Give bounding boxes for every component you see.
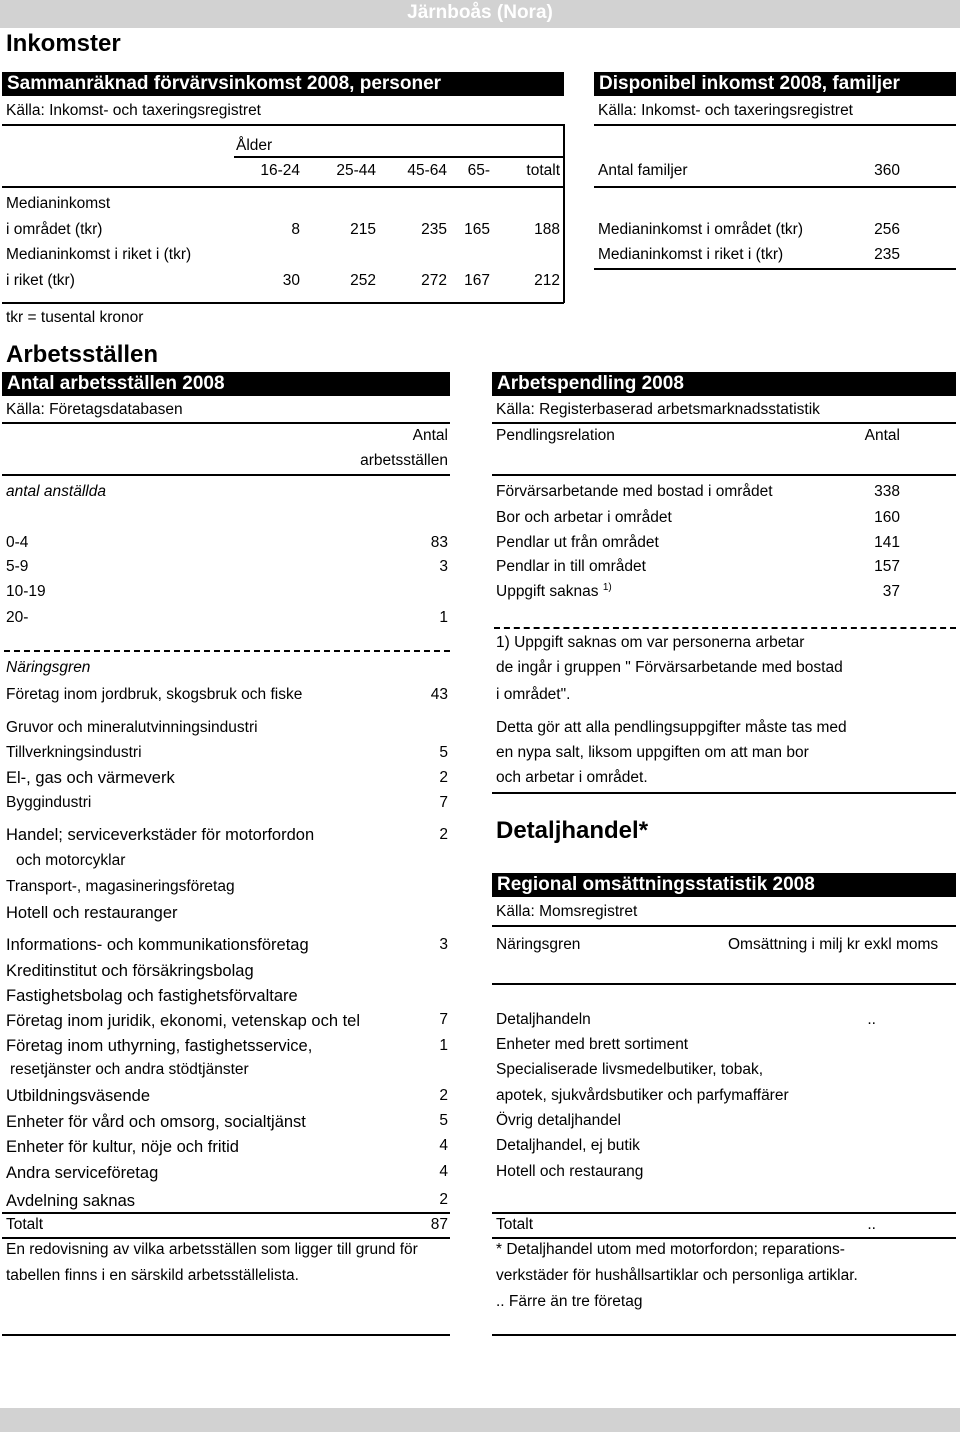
antal-end-line [2,1334,450,1336]
pendling-note: och arbetar i området. [496,769,648,786]
size-row: 5-9 [6,558,29,575]
col-25-44: 25-44 [336,162,376,179]
col-65: 65- [467,162,490,179]
industry-row: resetjänster och andra stödtjänster [10,1061,249,1078]
industry-row: Transport-, magasineringsföretag [6,878,235,895]
pendling-note: i området". [496,686,571,703]
detalj-row: Enheter med brett sortiment [496,1036,689,1053]
tkr-note: tkr = tusental kronor [6,309,144,326]
industry-row: Gruvor och mineralutvinningsindustri [6,719,258,736]
industry-value: 7 [439,794,448,811]
pendling-divider [492,422,956,424]
dashed-separator [4,650,450,652]
antal-total-value: 87 [430,1216,448,1233]
industry-value: 1 [439,1037,448,1054]
industry-row: Företag inom uthyrning, fastighetsservice, [6,1037,313,1055]
row-label: i riket (tkr) [6,272,75,289]
forvarv-title: Sammanräknad förvärvsinkomst 2008, personer [2,72,564,96]
detalj-footnote: .. Färre än tre företag [496,1293,643,1310]
size-row: 20- [6,609,29,626]
pendling-note: de ingår i gruppen " Förvärsarbetande med bostad [496,659,843,676]
industry-row: Kreditinstitut och försäkringsbolag [6,962,254,980]
pendling-source: Källa: Registerbaserad arbetsmarknadsstatistik [496,401,820,418]
detalj-col-left: Näringsgren [496,936,581,953]
pendling-title: Arbetspendling 2008 [492,372,956,396]
pendling-note: en nypa salt, liksom uppgiften om att man bor [496,744,809,761]
row-label: Medianinkomst i riket i (tkr) [598,246,784,263]
disponibel-divider [594,124,956,126]
row-label: Medianinkomst i området (tkr) [598,221,804,238]
industry-value: 5 [439,1112,448,1129]
cell: 165 [464,221,490,238]
detalj-total-label: Totalt [496,1216,534,1233]
age-underline [234,156,564,158]
cell: 252 [350,272,376,289]
industry-value: 2 [439,769,448,786]
col-arbetsstallen: arbetsställen [360,452,448,469]
cell: 235 [421,221,447,238]
industry-value: 2 [439,1087,448,1104]
detalj-total-value: .. [867,1216,876,1233]
col-totalt: totalt [526,162,560,179]
pendling-header-divider [492,474,956,476]
industry-row: Avdelning saknas [6,1192,136,1210]
place-title: Järnboås (Nora) [407,2,553,23]
detalj-row: Specialiserade livsmedelbutiker, tobak, [496,1061,764,1078]
cell: 212 [534,272,560,289]
antal-header-divider [2,474,450,476]
industry-label: Näringsgren [6,659,91,676]
section-title-detaljhandel: Detaljhandel* [496,817,649,844]
detalj-footnote: verkstäder för hushållsartiklar och personliga artiklar. [496,1267,858,1284]
antal-footnote-2: tabellen finns i en särskild arbetsställelista. [6,1267,299,1284]
industry-value: 4 [439,1137,448,1154]
footnote-marker: 1) [602,582,612,593]
detalj-end-line [492,1334,956,1336]
pendling-row: Bor och arbetar i området [496,509,672,526]
detalj-row: Hotell och restaurang [496,1163,644,1180]
industry-row: Enheter för vård och omsorg, socialtjänst [6,1113,306,1131]
size-row: 10-19 [6,583,46,600]
detalj-divider [492,925,956,927]
forvarv-right-line [563,124,565,303]
industry-row: Utbildningsväsende [6,1087,151,1105]
industry-row: Andra serviceföretag [6,1164,159,1182]
cell: 235 [874,246,900,263]
cell: 360 [874,162,900,179]
industry-row: Tillverkningsindustri [6,744,142,761]
industry-value: 3 [439,936,448,953]
antal-source: Källa: Företagsdatabasen [6,401,183,418]
industry-value: 2 [439,1191,448,1208]
size-value: 3 [439,558,448,575]
forvarv-divider [2,124,564,126]
cell: 30 [282,272,300,289]
industry-value: 4 [439,1163,448,1180]
disponibel-bottom-line [594,268,956,270]
industry-value: 7 [439,1011,448,1028]
antal-divider [2,422,450,424]
pendling-row: Pendlar ut från området [496,534,659,551]
col-16-24: 16-24 [260,162,300,179]
industry-row: Enheter för kultur, nöje och fritid [6,1138,239,1156]
detalj-header-divider [492,983,956,985]
footer-bar [0,1408,960,1432]
industry-row: Byggindustri [6,794,92,811]
pendling-value: 338 [874,483,900,500]
pendling-dashed-separator [494,627,956,629]
cell: 167 [464,272,490,289]
pendling-value: 141 [874,534,900,551]
pendling-col-right: Antal [864,427,900,444]
detalj-row: Detaljhandeln [496,1011,591,1028]
row-label-medianinkomst: Medianinkomst [6,195,111,212]
size-value: 83 [430,534,448,551]
industry-row: och motorcyklar [16,852,126,869]
cell: 8 [291,221,300,238]
detalj-total-line [492,1212,956,1214]
pendling-note: 1) Uppgift saknas om var personerna arbetar [496,634,805,651]
pendling-col-left: Pendlingsrelation [496,427,615,444]
col-45-64: 45-64 [407,162,447,179]
row-label: Antal familjer [598,162,688,179]
pendling-value: 37 [882,583,900,600]
industry-row: Fastighetsbolag och fastighetsförvaltare [6,987,298,1005]
detalj-total-bottom-line [492,1237,956,1239]
industry-row: El-, gas och värmeverk [6,769,175,787]
industry-row: Informations- och kommunikationsföretag [6,936,309,954]
forvarv-bottom-line [2,302,564,304]
antal-total-label: Totalt [6,1216,44,1233]
industry-row: Företag inom jordbruk, skogsbruk och fiske [6,686,303,703]
detalj-row: Övrig detaljhandel [496,1112,621,1129]
cell: 215 [350,221,376,238]
antal-total-line [2,1212,450,1214]
forvarv-header-divider [2,186,564,188]
size-label: antal anställda [6,483,106,500]
detalj-source: Källa: Momsregistret [496,903,638,920]
pendling-row [496,582,612,601]
detalj-row: apotek, sjukvårdsbutiker och parfymaffärer [496,1087,789,1104]
col-antal: Antal [412,427,448,444]
industry-row: Handel; serviceverkstäder för motorfordon [6,826,315,844]
industry-value: 5 [439,744,448,761]
industry-row: Hotell och restauranger [6,904,178,922]
industry-row: Företag inom juridik, ekonomi, vetenskap och tel [6,1012,361,1030]
cell: 188 [534,221,560,238]
antal-footnote-1: En redovisning av vilka arbetsställen som ligger till grund för [6,1241,418,1258]
pendling-value: 157 [874,558,900,575]
cell: 256 [874,221,900,238]
cell: 272 [421,272,447,289]
detalj-row: Detaljhandel, ej butik [496,1137,640,1154]
section-title-inkomster: Inkomster [6,30,121,57]
pendling-bottom-line [492,792,956,794]
antal-total-bottom-line [2,1237,450,1239]
size-value: 1 [439,609,448,626]
disponibel-header-divider [594,186,956,188]
detalj-col-right: Omsättning i milj kr exkl moms [728,936,939,953]
industry-value: 2 [439,826,448,843]
industry-value: 43 [430,686,448,703]
pendling-row-label: Uppgift saknas [496,583,599,601]
forvarv-source: Källa: Inkomst- och taxeringsregistret [6,102,261,119]
pendling-row: Pendlar in till området [496,558,646,575]
detalj-table-title: Regional omsättningsstatistik 2008 [492,873,956,897]
pendling-value: 160 [874,509,900,526]
pendling-note: Detta gör att alla pendlingsuppgifter måste tas med [496,719,847,736]
antal-title: Antal arbetsställen 2008 [2,372,450,396]
pendling-row: Förvärsarbetande med bostad i området [496,483,773,500]
age-label: Ålder [236,137,273,154]
disponibel-title: Disponibel inkomst 2008, familjer [594,72,956,96]
disponibel-source: Källa: Inkomst- och taxeringsregistret [598,102,853,119]
detalj-footnote: * Detaljhandel utom med motorfordon; reparations- [496,1241,845,1258]
detalj-value: .. [867,1011,876,1028]
size-row: 0-4 [6,534,29,551]
section-title-arbetsstallen: Arbetsställen [6,341,159,368]
row-label: i området (tkr) [6,221,103,238]
row-label: Medianinkomst i riket i (tkr) [6,246,192,263]
